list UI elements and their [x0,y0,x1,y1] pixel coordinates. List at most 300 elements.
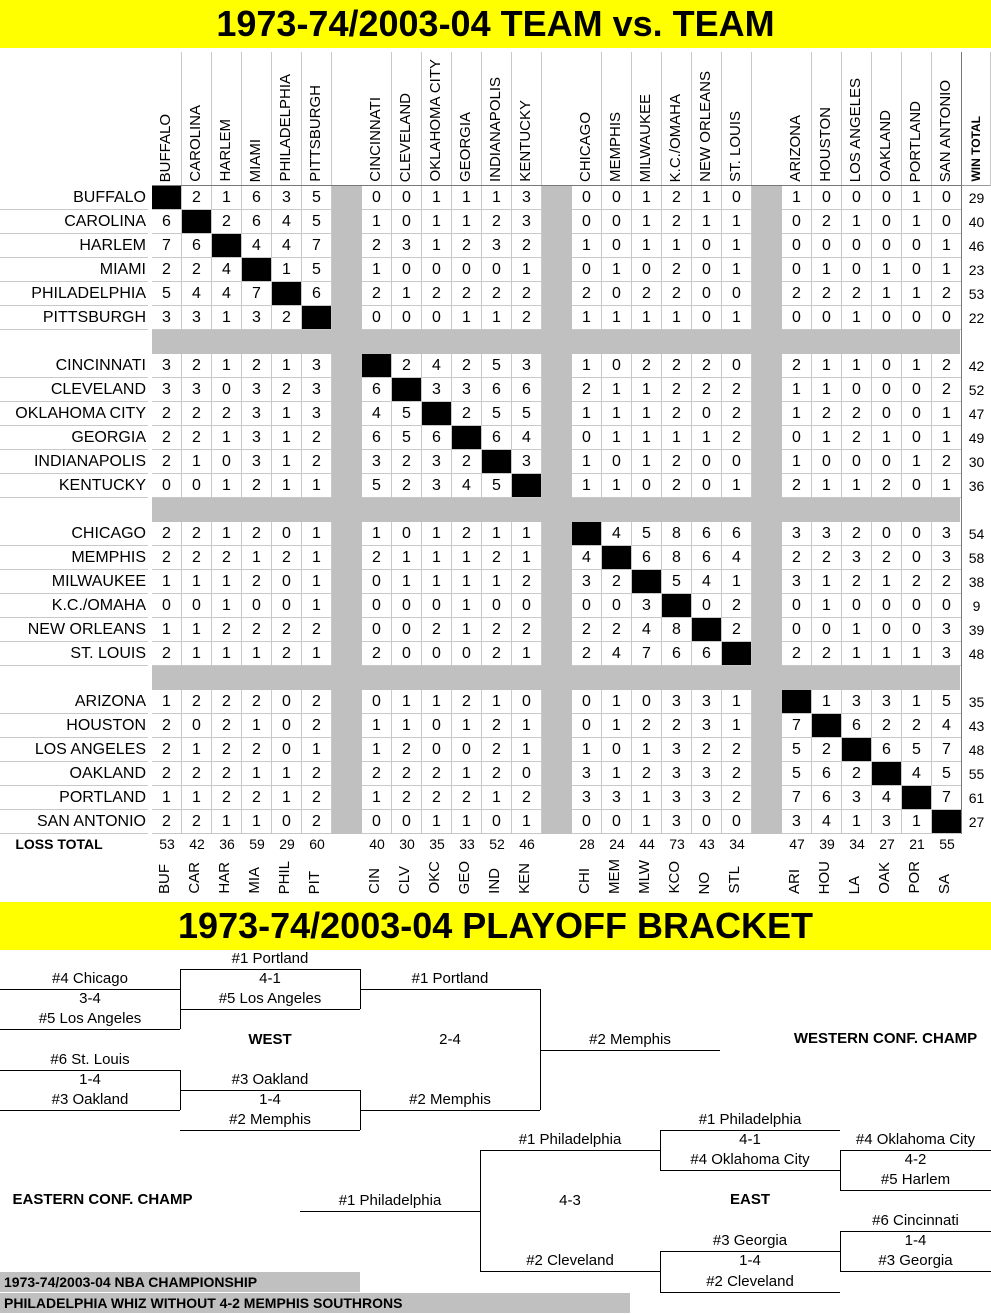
column-header-label: MIAMI [247,138,264,182]
result-cell: 0 [422,642,452,666]
result-cell: 1 [632,234,662,258]
result-cell: 5 [932,762,962,786]
result-cell: 1 [272,474,302,498]
win-total: 49 [968,430,985,446]
west-r2a-score: 4-1 [259,970,281,987]
result-cell: 0 [872,522,902,546]
result-cell: 6 [482,378,512,402]
column-header-label: GEORGIA [457,111,474,182]
result-cell: 7 [152,234,182,258]
result-cell: 2 [362,282,392,306]
column-header-label: CINCINNATI [367,97,384,182]
column-header [662,52,692,186]
result-cell: 0 [812,234,842,258]
result-cell: 1 [242,810,272,834]
result-cell: 2 [482,618,512,642]
result-cell: 2 [242,618,272,642]
result-cell: 3 [692,762,722,786]
row-label: CAROLINA [0,210,148,234]
result-cell: 6 [242,186,272,210]
championship-title: 1973-74/2003-04 NBA CHAMPIONSHIP [0,1272,360,1292]
result-cell: 2 [242,570,272,594]
result-cell: 1 [902,186,932,210]
column-abbreviation [512,854,542,898]
result-cell: 2 [662,258,692,282]
result-cell: 0 [392,258,422,282]
result-cell: 2 [602,570,632,594]
result-cell: 4 [212,282,242,306]
west-r1b-top: #6 St. Louis [50,1051,130,1068]
result-cell: 2 [152,426,182,450]
result-cell: 2 [692,738,722,762]
column-header [842,52,872,186]
result-cell: 1 [302,522,332,546]
result-cell: 5 [392,426,422,450]
result-cell: 4 [362,402,392,426]
loss-total: 52 [489,836,505,852]
result-cell: 0 [362,186,392,210]
result-cell: 6 [692,522,722,546]
column-abbreviation-label: KEN [516,863,533,894]
east-r1b-bottom: #3 Georgia [878,1252,953,1269]
result-cell: 1 [902,450,932,474]
result-cell: 1 [872,642,902,666]
result-cell: 0 [872,354,902,378]
result-cell: 0 [902,594,932,618]
result-cell: 3 [842,786,872,810]
diagonal-cell [572,522,602,546]
result-cell: 0 [632,258,662,282]
result-cell: 3 [932,522,962,546]
result-cell: 3 [302,378,332,402]
result-cell: 1 [902,642,932,666]
result-cell: 1 [302,738,332,762]
result-cell: 1 [452,762,482,786]
east-champ-label: EASTERN CONF. CHAMP [12,1191,193,1208]
column-abbreviation [152,854,182,898]
result-cell: 2 [182,546,212,570]
result-cell: 0 [902,234,932,258]
column-abbreviation-label: OKC [426,861,443,894]
result-cell: 0 [572,594,602,618]
result-cell: 1 [482,186,512,210]
result-cell: 2 [212,762,242,786]
result-cell: 2 [392,738,422,762]
result-cell: 1 [302,474,332,498]
result-cell: 1 [272,426,302,450]
result-cell: 5 [512,402,542,426]
result-cell: 0 [872,306,902,330]
result-cell: 1 [572,234,602,258]
result-cell: 3 [182,306,212,330]
column-abbreviation [452,854,482,898]
result-cell: 3 [932,546,962,570]
result-cell: 0 [422,714,452,738]
result-cell: 8 [662,522,692,546]
result-cell: 2 [212,714,242,738]
column-abbreviation-label: PHIL [276,860,293,894]
column-abbreviation [722,854,752,898]
result-cell: 2 [452,402,482,426]
diagonal-cell [482,450,512,474]
result-cell: 2 [152,642,182,666]
result-cell: 0 [692,402,722,426]
result-cell: 1 [632,306,662,330]
result-cell: 1 [212,306,242,330]
result-cell: 1 [932,426,962,450]
result-cell: 2 [902,714,932,738]
result-cell: 0 [272,594,302,618]
result-cell: 2 [812,642,842,666]
result-cell: 1 [392,546,422,570]
result-cell: 1 [182,450,212,474]
result-cell: 2 [482,546,512,570]
result-cell: 1 [212,594,242,618]
result-cell: 3 [572,570,602,594]
result-cell: 1 [272,786,302,810]
result-cell: 4 [212,258,242,282]
column-abbreviation-label: CHI [576,868,593,894]
result-cell: 2 [842,762,872,786]
win-total: 23 [968,262,985,278]
column-abbreviation [212,854,242,898]
result-cell: 2 [512,570,542,594]
loss-total: 47 [789,836,805,852]
result-cell: 1 [812,690,842,714]
result-cell: 0 [602,738,632,762]
column-header-label: HARLEM [217,119,234,182]
result-cell: 0 [572,186,602,210]
result-cell: 1 [812,354,842,378]
result-cell: 0 [902,522,932,546]
result-cell: 1 [392,714,422,738]
column-abbreviation-label: CLV [396,865,413,894]
result-cell: 0 [872,594,902,618]
result-cell: 2 [302,762,332,786]
result-cell: 0 [932,186,962,210]
result-cell: 0 [902,618,932,642]
result-cell: 1 [362,786,392,810]
championship-result: PHILADELPHIA WHIZ WITHOUT 4-2 MEMPHIS SOUTHRONS [0,1293,630,1313]
result-cell: 3 [782,522,812,546]
result-cell: 1 [662,426,692,450]
result-cell: 2 [362,546,392,570]
result-cell: 1 [452,594,482,618]
result-cell: 5 [482,402,512,426]
column-abbreviation [482,854,512,898]
result-cell: 1 [272,762,302,786]
loss-total: 29 [279,836,295,852]
column-abbreviation [422,854,452,898]
row-label: HARLEM [0,234,148,258]
west-champ-label: WESTERN CONF. CHAMP [793,1030,978,1047]
column-header-label: HOUSTON [817,107,834,182]
result-cell: 2 [242,786,272,810]
result-cell: 2 [302,810,332,834]
east-r2a-bottom: #4 Oklahoma City [690,1151,810,1168]
result-cell: 2 [452,522,482,546]
column-header [812,52,842,186]
result-cell: 1 [632,210,662,234]
result-cell: 0 [242,594,272,618]
east-final-score: 4-3 [559,1192,581,1209]
result-cell: 0 [782,234,812,258]
result-cell: 2 [392,450,422,474]
result-cell: 1 [842,354,872,378]
result-cell: 6 [362,426,392,450]
result-cell: 1 [272,402,302,426]
result-cell: 2 [572,642,602,666]
result-cell: 0 [392,594,422,618]
east-r2a-score: 4-1 [739,1131,761,1148]
column-abbreviation-label: MLW [636,860,653,894]
east-champ: #1 Philadelphia [338,1192,442,1209]
result-cell: 1 [512,810,542,834]
result-cell: 1 [662,306,692,330]
result-cell: 2 [692,354,722,378]
result-cell: 1 [212,642,242,666]
result-cell: 1 [452,546,482,570]
result-cell: 2 [272,546,302,570]
column-abbreviation [932,854,962,898]
west-r1a-top: #4 Chicago [52,970,128,987]
result-cell: 5 [302,210,332,234]
result-cell: 1 [362,714,392,738]
result-cell: 2 [392,474,422,498]
result-cell: 2 [512,786,542,810]
result-cell: 1 [482,306,512,330]
result-cell: 0 [782,306,812,330]
result-cell: 2 [242,738,272,762]
result-cell: 1 [422,690,452,714]
result-cell: 0 [482,810,512,834]
result-cell: 2 [482,642,512,666]
loss-total: 28 [579,836,595,852]
column-header [182,52,212,186]
result-cell: 2 [242,522,272,546]
result-cell: 0 [872,618,902,642]
result-cell: 2 [302,618,332,642]
result-cell: 1 [452,210,482,234]
column-abbreviation-label: POR [906,861,923,894]
result-cell: 1 [452,570,482,594]
diagonal-cell [932,810,962,834]
result-cell: 2 [512,306,542,330]
group-gap-horizontal [152,498,960,522]
result-cell: 2 [842,570,872,594]
result-cell: 6 [242,210,272,234]
result-cell: 3 [512,354,542,378]
result-cell: 2 [932,378,962,402]
result-cell: 2 [212,402,242,426]
column-header-label: K.C./OMAHA [667,93,684,182]
result-cell: 1 [602,690,632,714]
result-cell: 2 [212,786,242,810]
group-gap-horizontal [152,666,960,690]
diagonal-cell [782,690,812,714]
result-cell: 4 [272,234,302,258]
result-cell: 0 [932,306,962,330]
west-label: WEST [248,1031,292,1048]
result-cell: 2 [722,738,752,762]
west-r1a-bottom: #5 Los Angeles [38,1010,142,1027]
result-cell: 4 [602,642,632,666]
win-total: 61 [968,790,985,806]
column-abbreviation-label: HAR [216,862,233,894]
result-cell: 1 [422,522,452,546]
result-cell: 0 [362,690,392,714]
result-cell: 2 [182,762,212,786]
column-header [932,52,962,186]
result-cell: 0 [272,522,302,546]
result-cell: 1 [722,234,752,258]
result-cell: 1 [812,258,842,282]
result-cell: 0 [392,618,422,642]
result-cell: 2 [302,690,332,714]
win-total: 35 [968,694,985,710]
result-cell: 6 [812,786,842,810]
result-cell: 1 [782,186,812,210]
result-cell: 0 [392,522,422,546]
column-header [152,52,182,186]
column-abbreviation-label: SA [936,873,953,894]
result-cell: 6 [182,234,212,258]
result-cell: 1 [632,186,662,210]
result-cell: 0 [692,306,722,330]
diagonal-cell [212,234,242,258]
column-header-label: CLEVELAND [397,92,414,182]
win-total: 30 [968,454,985,470]
result-cell: 0 [572,426,602,450]
east-r2b-score: 1-4 [739,1252,761,1269]
result-cell: 1 [722,474,752,498]
result-cell: 2 [362,642,392,666]
column-header-label: ARIZONA [787,115,804,182]
loss-total: 53 [159,836,175,852]
result-cell: 1 [482,570,512,594]
result-cell: 6 [812,762,842,786]
east-r1a-top: #4 Oklahoma City [855,1131,976,1148]
win-total: 38 [968,574,985,590]
result-cell: 2 [512,234,542,258]
result-cell: 2 [422,618,452,642]
result-cell: 2 [722,786,752,810]
column-abbreviation [782,854,812,898]
result-cell: 1 [272,450,302,474]
result-cell: 2 [872,714,902,738]
result-cell: 2 [182,354,212,378]
result-cell: 2 [482,282,512,306]
result-cell: 3 [512,186,542,210]
column-abbreviation-label: IND [486,868,503,894]
result-cell: 1 [812,426,842,450]
result-cell: 1 [152,786,182,810]
result-cell: 1 [212,354,242,378]
result-cell: 2 [482,210,512,234]
result-cell: 2 [782,474,812,498]
result-cell: 1 [482,522,512,546]
result-cell: 2 [812,546,842,570]
result-cell: 6 [722,522,752,546]
result-cell: 1 [212,186,242,210]
column-abbreviation-label: GEO [456,860,473,894]
result-cell: 0 [782,426,812,450]
result-cell: 3 [932,618,962,642]
win-total: 9 [972,598,981,614]
row-label: OKLAHOMA CITY [0,402,148,426]
result-cell: 0 [722,810,752,834]
result-cell: 3 [452,378,482,402]
result-cell: 0 [212,378,242,402]
result-cell: 0 [782,618,812,642]
result-cell: 1 [902,354,932,378]
result-cell: 2 [722,594,752,618]
result-cell: 6 [302,282,332,306]
result-cell: 1 [602,474,632,498]
result-cell: 1 [572,306,602,330]
diagonal-cell [452,426,482,450]
row-label: CLEVELAND [0,378,148,402]
result-cell: 2 [722,378,752,402]
result-cell: 0 [812,618,842,642]
result-cell: 1 [932,402,962,426]
result-cell: 0 [842,450,872,474]
west-final-bottom: #2 Memphis [409,1091,491,1108]
win-total: 58 [968,550,985,566]
result-cell: 6 [362,378,392,402]
result-cell: 1 [692,210,722,234]
west-r2a-bottom: #5 Los Angeles [218,990,322,1007]
result-cell: 0 [152,474,182,498]
result-cell: 1 [932,234,962,258]
column-header-label: BUFFALO [157,113,174,182]
result-cell: 1 [722,690,752,714]
result-cell: 0 [782,258,812,282]
result-cell: 1 [602,258,632,282]
result-cell: 4 [422,354,452,378]
result-cell: 1 [632,738,662,762]
result-cell: 0 [692,234,722,258]
column-header [722,52,752,186]
result-cell: 2 [482,714,512,738]
result-cell: 1 [602,378,632,402]
result-cell: 4 [872,786,902,810]
result-cell: 2 [662,354,692,378]
result-cell: 1 [632,450,662,474]
result-cell: 1 [242,762,272,786]
result-cell: 2 [722,426,752,450]
result-cell: 1 [902,282,932,306]
west-r1b-bottom: #3 Oakland [51,1091,129,1108]
diagonal-cell [632,570,662,594]
result-cell: 2 [152,738,182,762]
result-cell: 1 [902,690,932,714]
result-cell: 0 [422,738,452,762]
row-label: OAKLAND [0,762,148,786]
result-cell: 1 [272,354,302,378]
result-cell: 3 [872,690,902,714]
loss-total: 43 [699,836,715,852]
result-cell: 2 [152,402,182,426]
result-cell: 6 [692,546,722,570]
result-cell: 6 [692,642,722,666]
result-cell: 2 [452,786,482,810]
diagonal-cell [422,402,452,426]
column-header [572,52,602,186]
result-cell: 4 [242,234,272,258]
column-header-label: KENTUCKY [517,100,534,182]
result-cell: 7 [932,786,962,810]
